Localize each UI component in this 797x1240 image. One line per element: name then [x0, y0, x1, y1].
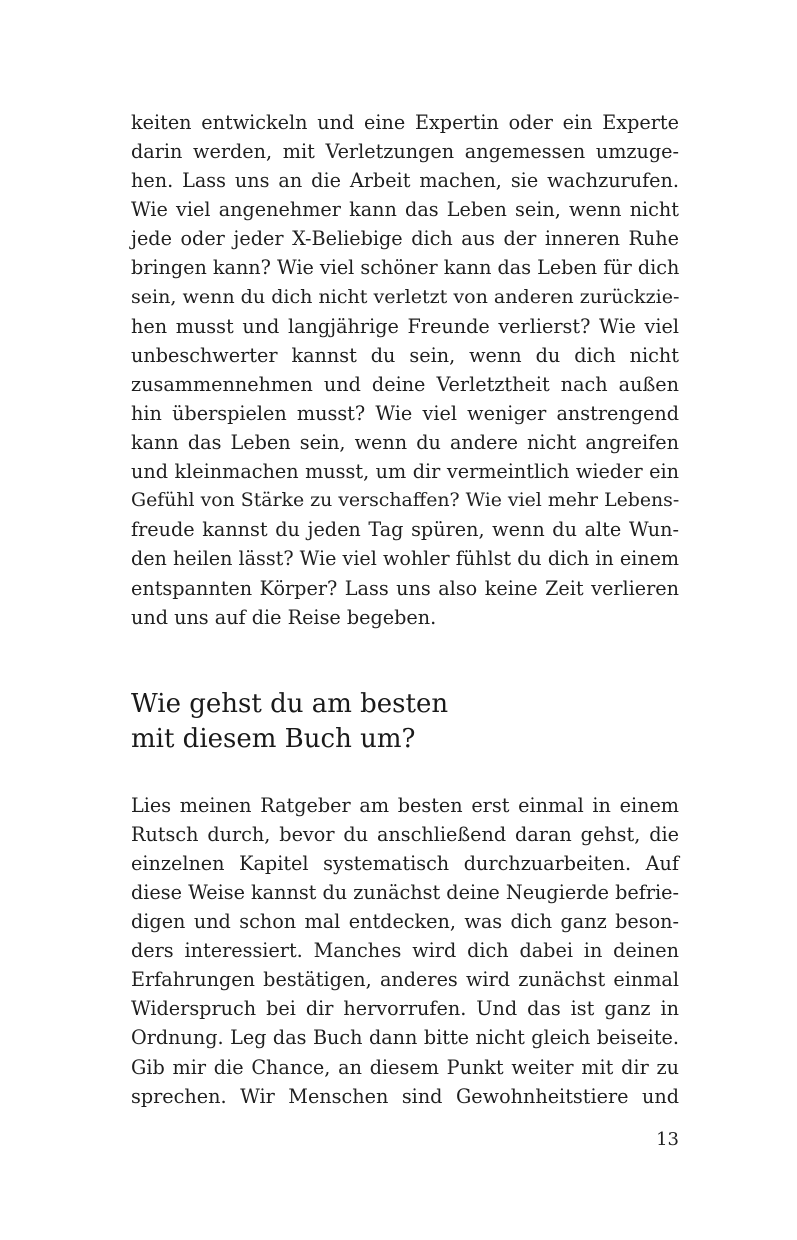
section-heading	[131, 687, 679, 757]
text-line: Ordnung. Leg das Buch dann bitte nicht gleich beiseite.	[131, 1026, 679, 1050]
text-line: unbeschwerter kannst du sein, wenn du dich nicht	[131, 343, 679, 367]
book-page	[131, 108, 679, 1111]
text-line: zusammennehmen und deine Verletztheit nach außen	[131, 372, 679, 396]
text-line: hen musst und langjährige Freunde verlierst? Wie viel	[131, 314, 679, 338]
heading-line: Wie gehst du am besten	[131, 688, 449, 719]
text-line: ders interessiert. Manches wird dich dabei in deinen	[131, 939, 679, 963]
text-line: und uns auf die Reise begeben.	[131, 605, 437, 629]
text-line: Wie viel angenehmer kann das Leben sein, wenn nicht	[131, 198, 679, 222]
text-line: sein, wenn du dich nicht verletzt von anderen zurückzie-	[131, 285, 680, 308]
page-number: 13	[656, 1129, 679, 1150]
text-line: hin überspielen musst? Wie viel weniger anstrengend	[131, 401, 679, 425]
text-line: keiten entwickeln und eine Expertin oder ein Experte	[131, 111, 679, 134]
text-line: digen und schon mal entdecken, was dich ganz beson-	[131, 910, 679, 934]
text-line: diese Weise kannst du zunächst deine Neugierde befrie-	[131, 880, 679, 904]
text-line: jede oder jeder X-Beliebige dich aus der inneren Ruhe	[131, 227, 679, 251]
text-line: Lies meinen Ratgeber am besten erst einmal in einem	[131, 793, 679, 817]
text-line: einzelnen Kapitel systematisch durchzuarbeiten. Auf	[131, 851, 679, 875]
text-line: Rutsch durch, bevor du anschließend daran gehst, die	[131, 822, 679, 846]
text-line: und kleinmachen musst, um dir vermeintlich wieder ein	[131, 460, 679, 484]
text-line: freude kannst du jeden Tag spüren, wenn du alte Wun-	[131, 518, 679, 542]
text-line: entspannten Körper? Lass uns also keine Zeit verlieren	[131, 576, 679, 600]
text-line: hen. Lass uns an die Arbeit machen, sie wachzurufen.	[131, 169, 679, 193]
text-line: Gefühl von Stärke zu verschaffen? Wie viel mehr Lebens-	[131, 489, 680, 512]
text-line: sprechen. Wir Menschen sind Gewohnheitstiere und	[131, 1084, 679, 1108]
text-line: Gib mir die Chance, an diesem Punkt weiter mit dir zu	[131, 1055, 679, 1079]
text-line: Erfahrungen bestätigen, anderes wird zunächst einmal	[131, 968, 679, 992]
text-line: den heilen lässt? Wie viel wohler fühlst du dich in einem	[131, 547, 679, 571]
text-line: bringen kann? Wie viel schöner kann das Leben für dich	[131, 256, 680, 280]
text-line: Widerspruch bei dir hervorrufen. Und das ist ganz in	[131, 997, 679, 1021]
body-paragraph-1	[131, 108, 679, 632]
text-line: darin werden, mit Verletzungen angemessen umzuge-	[131, 140, 679, 164]
heading-line: mit diesem Buch um?	[131, 723, 416, 754]
text-line: kann das Leben sein, wenn du andere nicht angreifen	[131, 431, 679, 455]
body-paragraph-2	[131, 791, 679, 1111]
